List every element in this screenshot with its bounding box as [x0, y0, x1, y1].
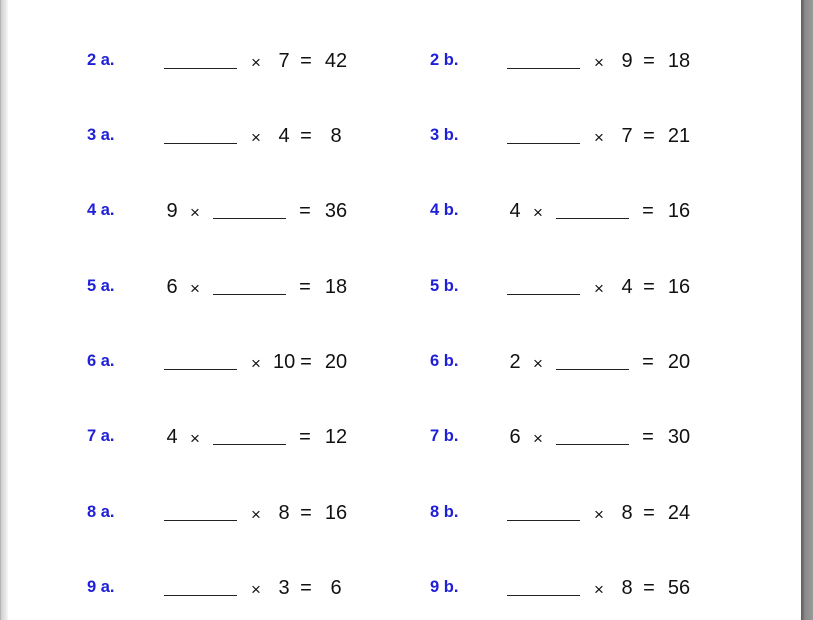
equals-sign: =: [299, 200, 311, 222]
problem-label: 9 a.: [87, 578, 115, 596]
times-sign: ×: [251, 354, 261, 373]
factor-2: 3: [278, 577, 290, 599]
equals-sign: =: [300, 577, 312, 599]
problem-label: 4 b.: [430, 201, 459, 219]
times-sign: ×: [533, 203, 543, 222]
product: 30: [667, 426, 691, 448]
answer-blank[interactable]: [507, 294, 580, 295]
product: 18: [324, 276, 348, 298]
problem-label: 2 a.: [87, 51, 115, 69]
product: 21: [667, 125, 691, 147]
times-sign: ×: [533, 354, 543, 373]
factor-2: 8: [621, 502, 633, 524]
equals-sign: =: [643, 502, 655, 524]
equals-sign: =: [642, 351, 654, 373]
product: 6: [330, 577, 342, 599]
problem-label: 6 a.: [87, 352, 115, 370]
product: 18: [667, 50, 691, 72]
problem-label: 5 b.: [430, 277, 459, 295]
factor-1: 9: [166, 200, 178, 222]
problem-label: 2 b.: [430, 51, 459, 69]
product: 8: [330, 125, 342, 147]
equals-sign: =: [643, 50, 655, 72]
answer-blank[interactable]: [556, 218, 629, 219]
times-sign: ×: [251, 53, 261, 72]
times-sign: ×: [594, 279, 604, 298]
times-sign: ×: [190, 279, 200, 298]
times-sign: ×: [190, 429, 200, 448]
answer-blank[interactable]: [213, 218, 286, 219]
times-sign: ×: [533, 429, 543, 448]
product: 16: [667, 276, 691, 298]
product: 42: [324, 50, 348, 72]
times-sign: ×: [251, 505, 261, 524]
product: 16: [667, 200, 691, 222]
answer-blank[interactable]: [507, 595, 580, 596]
page-left-edge: [1, 0, 8, 620]
factor-2: 10: [273, 351, 296, 373]
answer-blank[interactable]: [507, 143, 580, 144]
equals-sign: =: [642, 426, 654, 448]
problem-label: 4 a.: [87, 201, 115, 219]
times-sign: ×: [594, 505, 604, 524]
equals-sign: =: [643, 577, 655, 599]
product: 12: [324, 426, 348, 448]
problem-label: 8 a.: [87, 503, 115, 521]
product: 20: [324, 351, 348, 373]
factor-2: 4: [621, 276, 633, 298]
answer-blank[interactable]: [164, 520, 237, 521]
problem-label: 7 a.: [87, 427, 115, 445]
answer-blank[interactable]: [164, 143, 237, 144]
problem-label: 9 b.: [430, 578, 459, 596]
answer-blank[interactable]: [507, 68, 580, 69]
times-sign: ×: [594, 128, 604, 147]
times-sign: ×: [190, 203, 200, 222]
factor-1: 6: [509, 426, 521, 448]
problem-label: 3 a.: [87, 126, 115, 144]
answer-blank[interactable]: [164, 595, 237, 596]
product: 16: [324, 502, 348, 524]
problem-label: 7 b.: [430, 427, 459, 445]
equals-sign: =: [300, 351, 312, 373]
problem-label: 8 b.: [430, 503, 459, 521]
equals-sign: =: [300, 50, 312, 72]
equals-sign: =: [642, 200, 654, 222]
times-sign: ×: [594, 580, 604, 599]
factor-1: 6: [166, 276, 178, 298]
equals-sign: =: [300, 502, 312, 524]
factor-1: 2: [509, 351, 521, 373]
answer-blank[interactable]: [164, 68, 237, 69]
answer-blank[interactable]: [556, 369, 629, 370]
equals-sign: =: [300, 125, 312, 147]
equals-sign: =: [643, 276, 655, 298]
answer-blank[interactable]: [164, 369, 237, 370]
answer-blank[interactable]: [213, 294, 286, 295]
product: 36: [324, 200, 348, 222]
problem-label: 5 a.: [87, 277, 115, 295]
factor-2: 7: [278, 50, 290, 72]
problem-label: 3 b.: [430, 126, 459, 144]
times-sign: ×: [594, 53, 604, 72]
product: 56: [667, 577, 691, 599]
answer-blank[interactable]: [507, 520, 580, 521]
product: 20: [667, 351, 691, 373]
problem-label: 6 b.: [430, 352, 459, 370]
times-sign: ×: [251, 128, 261, 147]
answer-blank[interactable]: [213, 444, 286, 445]
equals-sign: =: [643, 125, 655, 147]
factor-2: 4: [278, 125, 290, 147]
factor-1: 4: [509, 200, 521, 222]
answer-blank[interactable]: [556, 444, 629, 445]
factor-2: 9: [621, 50, 633, 72]
factor-1: 4: [166, 426, 178, 448]
page-shadow-edge: [801, 0, 813, 620]
times-sign: ×: [251, 580, 261, 599]
factor-2: 8: [278, 502, 290, 524]
factor-2: 7: [621, 125, 633, 147]
equals-sign: =: [299, 426, 311, 448]
factor-2: 8: [621, 577, 633, 599]
equals-sign: =: [299, 276, 311, 298]
product: 24: [667, 502, 691, 524]
